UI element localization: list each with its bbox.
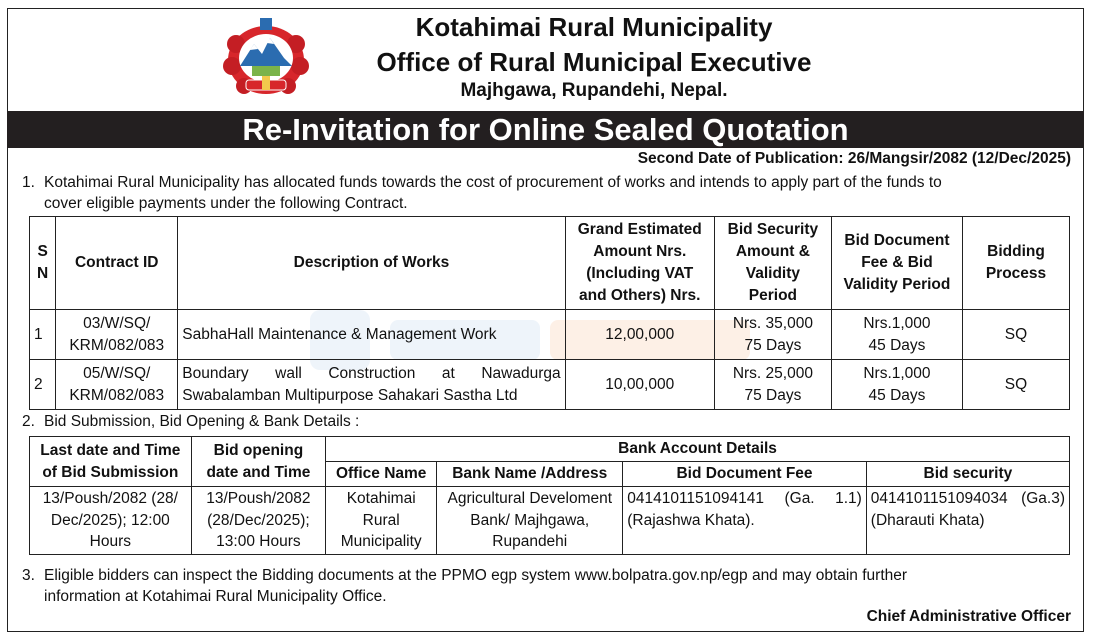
clause-text: Kotahimai Rural Municipality has allocated funds towards the cost of procurement of works and intends to apply part of the funds to — [44, 174, 942, 191]
cell-process: SQ — [963, 360, 1070, 410]
clause-1 — [22, 172, 1072, 214]
col-header-contract-id: Contract ID — [56, 217, 178, 310]
cell-bank-name: Agricultural Develoment Bank/ Majhgawa, Rupandehi — [437, 487, 623, 555]
col-header-sn — [30, 217, 56, 310]
cell-opening: 13/Poush/2082 (28/Dec/2025); 13:00 Hours — [191, 487, 325, 555]
cell-bid-security — [714, 310, 831, 360]
col-header-sn-text: S N — [37, 243, 49, 282]
clause-3 — [22, 565, 1072, 607]
office-name: Office of Rural Municipal Executive — [376, 47, 812, 77]
clause-number: 2. — [22, 413, 35, 430]
security-amount: Nrs. 35,000 — [732, 315, 813, 332]
col-header-bid-doc-fee: Bid Document Fee & Bid Validity Period — [831, 217, 962, 310]
cell-doc-fee: 0414101151094141 (Ga. 1.1) (Rajashwa Khata). — [623, 487, 867, 555]
clause-text-continued: cover eligible payments under the following Contract. — [44, 195, 408, 212]
col-header-last-date: Last date and Time of Bid Submission — [30, 437, 192, 487]
fee-validity: 45 Days — [868, 336, 926, 354]
col-header-bank-name: Bank Name /Address — [437, 462, 623, 487]
clause-number: 3. — [22, 567, 35, 584]
publication-date: Second Date of Publication: 26/Mangsir/2082 (12/Dec/2025) — [637, 150, 1071, 167]
col-header-bid-security: Bid Security Amount & Validity Period — [714, 217, 831, 310]
col-header-bank-details: Bank Account Details — [326, 437, 1070, 462]
cell-sn: 2 — [30, 360, 56, 410]
clause-text: Eligible bidders can inspect the Bidding documents at the PPMO egp system www.bolpatra.gov.np/egp and may obtain further — [44, 567, 908, 584]
cell-description: Boundary wall Construction at Nawadurga Swabalamban Multipurpose Sahakari Sastha Ltd — [178, 360, 565, 410]
table-row — [30, 487, 1070, 555]
col-header-opening: Bid opening date and Time — [191, 437, 325, 487]
security-validity: 75 Days — [744, 386, 802, 404]
col-header-bidding-process: Bidding Process — [963, 217, 1070, 310]
cell-process: SQ — [963, 310, 1070, 360]
table-row — [30, 360, 1070, 410]
cell-bid-doc-fee — [831, 360, 962, 410]
table-row — [30, 310, 1070, 360]
col-header-office-name: Office Name — [326, 462, 437, 487]
col-header-doc-fee: Bid Document Fee — [623, 462, 867, 487]
cell-amount: 10,00,000 — [565, 360, 714, 410]
signatory-title: Chief Administrative Officer — [866, 608, 1071, 625]
security-amount: Nrs. 25,000 — [732, 365, 813, 382]
fee-amount: Nrs.1,000 — [863, 315, 931, 332]
cell-office-name: Kotahimai Rural Municipality — [326, 487, 437, 555]
cell-contract-id: 05/W/SQ/ KRM/082/083 — [56, 360, 178, 410]
cell-contract-id: 03/W/SQ/ KRM/082/083 — [56, 310, 178, 360]
cell-description: SabhaHall Maintenance & Management Work — [178, 310, 565, 360]
fee-amount: Nrs.1,000 — [863, 365, 931, 382]
col-header-grand-estimated: Grand Estimated Amount Nrs. (Including VAT and Others) Nrs. — [565, 217, 714, 310]
security-validity: 75 Days — [744, 336, 802, 354]
clause-text: Bid Submission, Bid Opening & Bank Details : — [44, 413, 360, 430]
works-table — [29, 216, 1070, 410]
bid-header-row — [30, 437, 1070, 462]
cell-amount: 12,00,000 — [565, 310, 714, 360]
clause-text-continued: information at Kotahimai Rural Municipality Office. — [44, 588, 387, 605]
organization-name: Kotahimai Rural Municipality — [415, 12, 773, 42]
cell-sn: 1 — [30, 310, 56, 360]
col-header-description: Description of Works — [178, 217, 565, 310]
bid-details-table — [29, 436, 1070, 555]
fee-validity: 45 Days — [868, 386, 926, 404]
works-header-row — [30, 217, 1070, 310]
cell-last-date: 13/Poush/2082 (28/ Dec/2025); 12:00 Hours — [30, 487, 192, 555]
cell-security: 0414101151094034 (Ga.3) (Dharauti Khata) — [866, 487, 1069, 555]
cell-bid-doc-fee — [831, 310, 962, 360]
office-address: Majhgawa, Rupandehi, Nepal. — [460, 80, 728, 101]
col-header-security: Bid security — [866, 462, 1069, 487]
cell-bid-security — [714, 360, 831, 410]
notice-title: Re-Invitation for Online Sealed Quotation — [7, 111, 1084, 148]
clause-2 — [22, 411, 1072, 432]
clause-number: 1. — [22, 174, 35, 191]
